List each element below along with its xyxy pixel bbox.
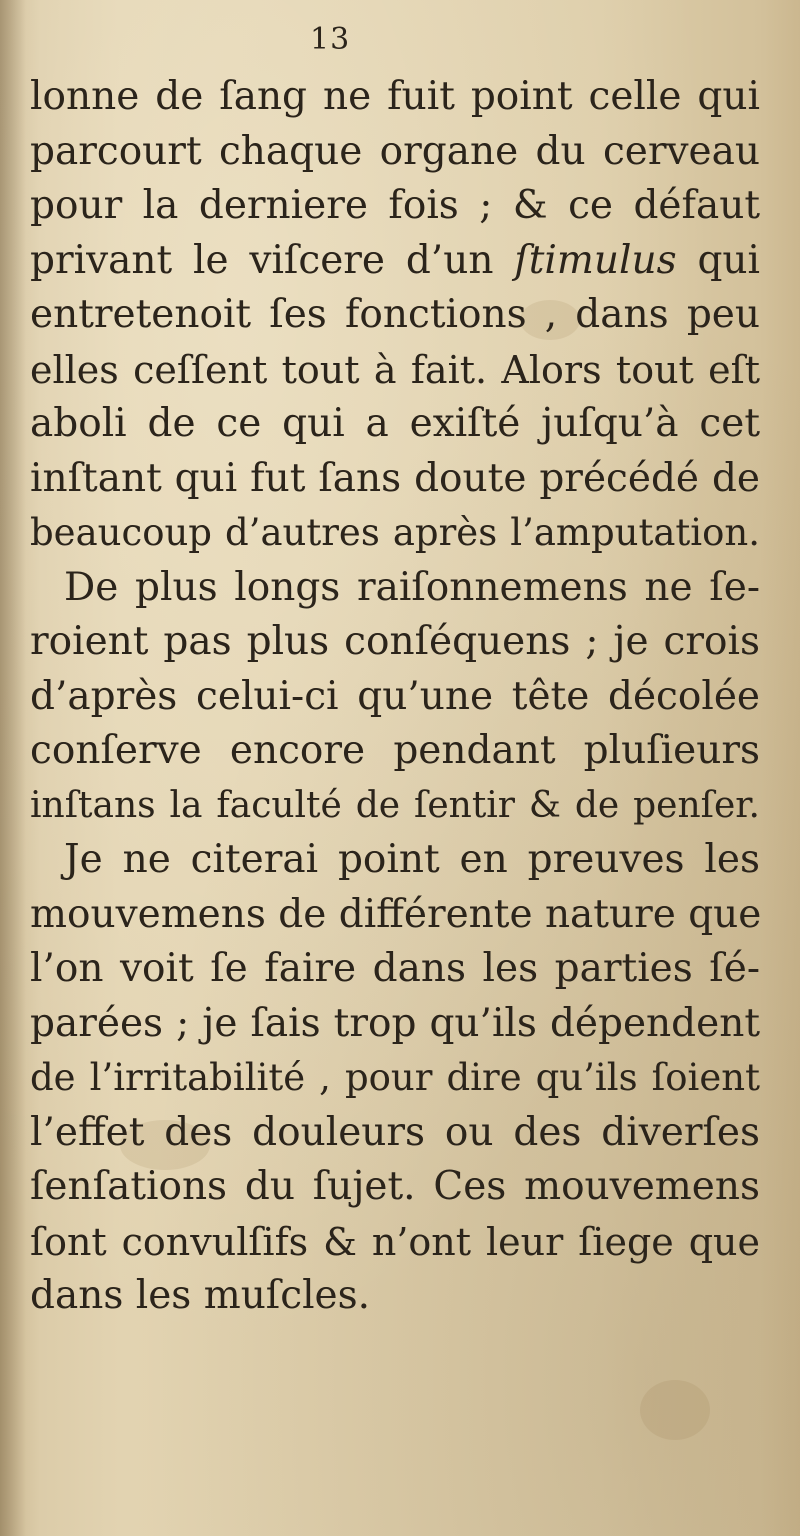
gutter-shadow <box>0 0 26 1536</box>
text-line: ſenſations du ſujet. Ces mouvemens <box>30 1164 760 1209</box>
paper-stain <box>640 1380 710 1440</box>
text-line: l’effet des douleurs ou des diverſes <box>30 1109 760 1155</box>
text-line: conſerve encore pendant pluſieurs <box>30 728 760 773</box>
text-line: entretenoit ſes fonctions , dans peu <box>30 292 760 337</box>
page-number: 13 <box>310 22 351 57</box>
text-line: inſtans la faculté de ſentir & de penſer. <box>30 784 760 826</box>
text-line: De plus longs raiſonnemens ne ſe- <box>64 564 760 610</box>
text-line: inſtant qui fut ſans doute précédé de <box>30 455 760 501</box>
body-text <box>30 70 760 1324</box>
text-line: l’on voit ſe faire dans les parties ſé- <box>30 946 760 991</box>
text-line: dans les muſcles. <box>30 1273 371 1318</box>
text-line: de l’irritabilité , pour dire qu’ils ſoient <box>30 1056 760 1099</box>
text-line: ſont convulſifs & n’ont leur ſiege que <box>30 1219 760 1264</box>
text-line: Je ne citerai point en preuves les <box>64 837 760 882</box>
text-line: mouvemens de différente nature que <box>30 891 762 937</box>
text-line: beaucoup d’autres après l’amputation. <box>30 511 760 554</box>
text-line: lonne de ſang ne fuit point celle qui <box>30 74 760 119</box>
italic-word: ſtimulus <box>514 237 677 283</box>
text-line <box>30 234 760 289</box>
text-line: roient pas plus conſéquens ; je crois <box>30 619 760 664</box>
text-line: d’après celui-ci qu’une tête décolée <box>30 673 760 719</box>
text-line: elles ceſſent tout à fait. Alors tout eſt <box>30 347 760 392</box>
text-line: pour la derniere fois ; & ce défaut <box>30 183 760 228</box>
text-line: parées ; je ſais trop qu’ils dépendent <box>30 1000 760 1046</box>
text-line-content: privant le viſcere d’un ſtimulus qui <box>30 237 760 283</box>
text-line: aboli de ce qui a exiſté juſqu’à cet <box>30 401 760 446</box>
text-line: parcourt chaque organe du cerveau <box>30 128 760 174</box>
